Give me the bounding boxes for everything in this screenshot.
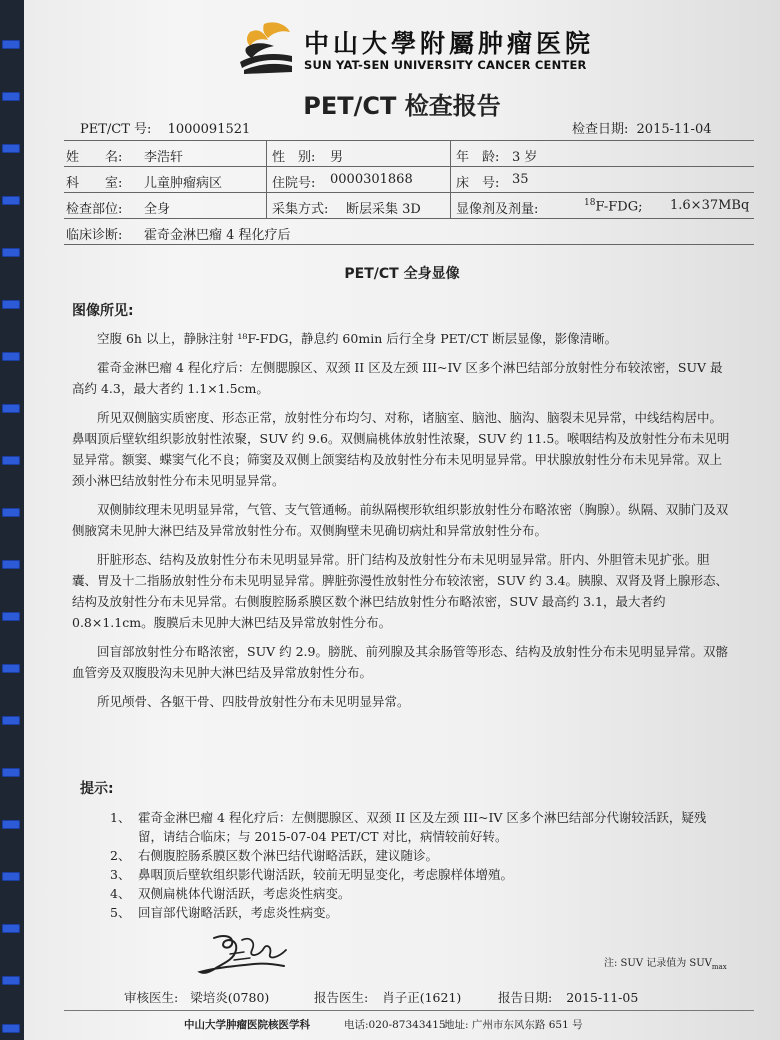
tip-text: 回盲部代谢略活跃，考虑炎性病变。: [138, 905, 339, 920]
tip-item: [110, 846, 730, 865]
tracer-name: F-FDG;: [595, 199, 643, 215]
suv-note-text: 注: SUV 记录值为 SUV: [604, 958, 712, 969]
tip-text: 右侧腹腔肠系膜区数个淋巴结代谢略活跃，建议随诊。: [138, 848, 439, 863]
report-paper: [24, 0, 780, 1040]
clinical-diagnosis: 霍奇金淋巴瘤 4 程化疗后: [144, 228, 291, 243]
tips-list: [110, 808, 730, 922]
reporter-name: 肖子正(1621): [382, 990, 462, 1005]
suv-note: [604, 954, 727, 971]
tracer-label: 显像剂及剂量:: [456, 202, 539, 217]
report-date: [498, 988, 638, 1006]
reporter-label: 报告医生:: [314, 990, 369, 1005]
binding-ring: [2, 664, 20, 673]
binding-ring: [2, 716, 20, 725]
binding-ring: [2, 1024, 20, 1033]
report-date-label: 报告日期:: [498, 990, 553, 1005]
tip-item: [110, 884, 730, 903]
binding-ring: [2, 820, 20, 829]
exam-date-value: 2015-11-04: [636, 122, 712, 137]
tip-item: [110, 865, 730, 884]
tip-text: 霍奇金淋巴瘤 4 程化疗后：左侧腮腺区、双颈 II 区及左颈 III~IV 区多个淋巴结部分代谢较活跃，疑残留，请结合临床；与 2015-07-04 PET/CT 对比，病情较前好转。: [138, 810, 707, 844]
patient-row-1: [64, 140, 754, 166]
patient-age: 3 岁: [512, 150, 538, 165]
binding-ring: [2, 456, 20, 465]
tip-number: 3、: [110, 867, 131, 882]
tips-heading: 提示:: [80, 781, 114, 797]
patient-row-2: [64, 166, 754, 192]
findings-paragraph: 霍奇金淋巴瘤 4 程化疗后：左侧腮腺区、双颈 II 区及左颈 III~IV 区多个淋巴结部分放射性分布较浓密，SUV 最高约 4.3，最大者约 1.1×1.5cm。: [72, 360, 723, 396]
binding-ring: [2, 768, 20, 777]
dept-label: 科 室:: [66, 176, 123, 191]
handwritten-signature-icon: [194, 930, 304, 980]
petct-number-value: 1000091521: [167, 122, 251, 137]
tip-item: [110, 903, 730, 922]
binding-ring: [2, 92, 20, 101]
hospital-logo-icon: [234, 18, 296, 76]
site-label: 检查部位:: [66, 202, 123, 217]
exam-date-label: 检查日期:: [572, 122, 629, 137]
hospital-header: [234, 18, 594, 80]
footer-divider: [64, 1010, 754, 1011]
binding-ring: [2, 872, 20, 881]
exam-date: [572, 118, 711, 137]
age-label: 年 龄:: [456, 150, 500, 165]
patient-sex: 男: [330, 150, 344, 165]
binding-ring: [2, 352, 20, 361]
tip-text: 鼻咽顶后壁软组织影代谢活跃，较前无明显变化，考虑腺样体增殖。: [138, 867, 514, 882]
tip-number: 2、: [110, 848, 131, 863]
binding-ring: [2, 508, 20, 517]
findings-paragraph: 双侧肺纹理未见明显异常，气管、支气管通畅。前纵隔楔形软组织影放射性分布略浓密（胸腺）。纵隔、双肺门及双侧腋窝未见肿大淋巴结及异常放射性分布。双侧胸壁未见确切病灶和异常放射性分布。: [72, 502, 729, 538]
tracer: [584, 198, 643, 214]
footer-department: 中山大学肿瘤医院核医学科: [184, 1019, 310, 1031]
findings-paragraph: 所见双侧脑实质密度、形态正常，放射性分布均匀、对称，诸脑室、脑池、脑沟、脑裂未见异常，中线结构居中。鼻咽顶后壁软组织影放射性浓聚，SUV 约 9.6。双侧扁桃体放射性浓聚，SUV 约 11.5。喉咽结构及放射性分布未见明显异常。额窦、蝶窦气化不良；筛窦及双侧上颌窦结构及放射性分布未见明显异常。甲状腺放射性分布未见异常。双上颈小淋巴结放射性分布未见明显异常。: [72, 410, 730, 488]
name-label: 姓 名:: [66, 150, 123, 165]
findings-paragraph: 空腹 6h 以上，静脉注射 ¹⁸F-FDG，静息约 60min 后行全身 PET/CT 断层显像，影像清晰。: [97, 331, 618, 346]
diagnosis-label: 临床诊断:: [66, 228, 123, 243]
tip-text: 双侧扁桃体代谢活跃，考虑炎性病变。: [138, 886, 351, 901]
binding-ring: [2, 196, 20, 205]
sex-label: 性 别:: [272, 150, 316, 165]
patient-info-table: [64, 140, 754, 245]
binding-ring: [2, 40, 20, 49]
binding-ring: [2, 404, 20, 413]
tip-number: 4、: [110, 886, 131, 901]
patient-dept: 儿童肿瘤病区: [144, 176, 223, 191]
binding-ring: [2, 248, 20, 257]
footer-address: 地址: 广州市东风东路 651 号: [444, 1019, 583, 1031]
footer-phone: 电话:020-87343415: [344, 1019, 446, 1031]
findings-body: [72, 328, 732, 720]
section-title: PET/CT 全身显像: [344, 266, 460, 282]
spiral-binding: [0, 0, 26, 1040]
admission-number: 0000301868: [330, 172, 413, 187]
reporter: [314, 988, 461, 1006]
binding-ring: [2, 612, 20, 621]
admission-label: 住院号:: [272, 176, 316, 191]
method-label: 采集方式:: [272, 202, 329, 217]
suv-note-subscript: max: [711, 963, 727, 971]
reviewer-name: 梁培炎(0780): [190, 990, 270, 1005]
hospital-name-en: SUN YAT-SEN UNIVERSITY CANCER CENTER: [304, 58, 587, 72]
binding-ring: [2, 976, 20, 985]
findings-paragraph: 回盲部放射性分布略浓密，SUV 约 2.9。膀胱、前列腺及其余肠管等形态、结构及放射性分布未见明显异常。双髂血管旁及双腹股沟未见肿大淋巴结及异常放射性分布。: [72, 644, 728, 680]
tip-number: 5、: [110, 905, 131, 920]
exam-site: 全身: [144, 202, 171, 217]
reviewer-label: 审核医生:: [124, 990, 179, 1005]
patient-name: 李浩轩: [144, 150, 184, 165]
petct-number-label: PET/CT 号:: [80, 122, 152, 137]
report-title: PET/CT 检查报告: [303, 92, 501, 120]
findings-paragraph: 肝脏形态、结构及放射性分布未见明显异常。肝门结构及放射性分布未见明显异常。肝内、外胆管未见扩张。胆囊、胃及十二指肠放射性分布未见明显异常。脾脏弥漫性放射性分布较浓密，SUV 约 3.4。胰腺、双肾及肾上腺形态、结构及放射性分布未见异常。右侧腹腔肠系膜区数个淋巴结放射性分布略浓密，SUV 最高约 3.1，最大者约 0.8×1.1cm。腹膜后未见肿大淋巴结及异常放射性分布。: [72, 552, 728, 630]
binding-ring: [2, 300, 20, 309]
report-date-value: 2015-11-05: [566, 990, 639, 1005]
patient-row-3: [64, 192, 754, 218]
patient-row-4: [64, 218, 754, 245]
binding-ring: [2, 924, 20, 933]
binding-ring: [2, 144, 20, 153]
tip-number: 1、: [110, 810, 131, 825]
tracer-isotope-mass: 18: [584, 198, 596, 208]
bed-label: 床 号:: [456, 176, 500, 191]
petct-number: [80, 118, 250, 137]
binding-ring: [2, 560, 20, 569]
bed-number: 35: [512, 172, 529, 187]
findings-heading: 图像所见:: [72, 303, 134, 319]
acquisition-method: 断层采集 3D: [346, 202, 421, 217]
tracer-dose: 1.6×37MBq: [670, 198, 750, 213]
reviewer: [124, 988, 269, 1006]
tip-item: [110, 808, 730, 846]
findings-paragraph: 所见颅骨、各躯干骨、四肢骨放射性分布未见明显异常。: [97, 694, 410, 709]
hospital-name-cn: 中山大學附屬肿瘤医院: [304, 29, 595, 58]
